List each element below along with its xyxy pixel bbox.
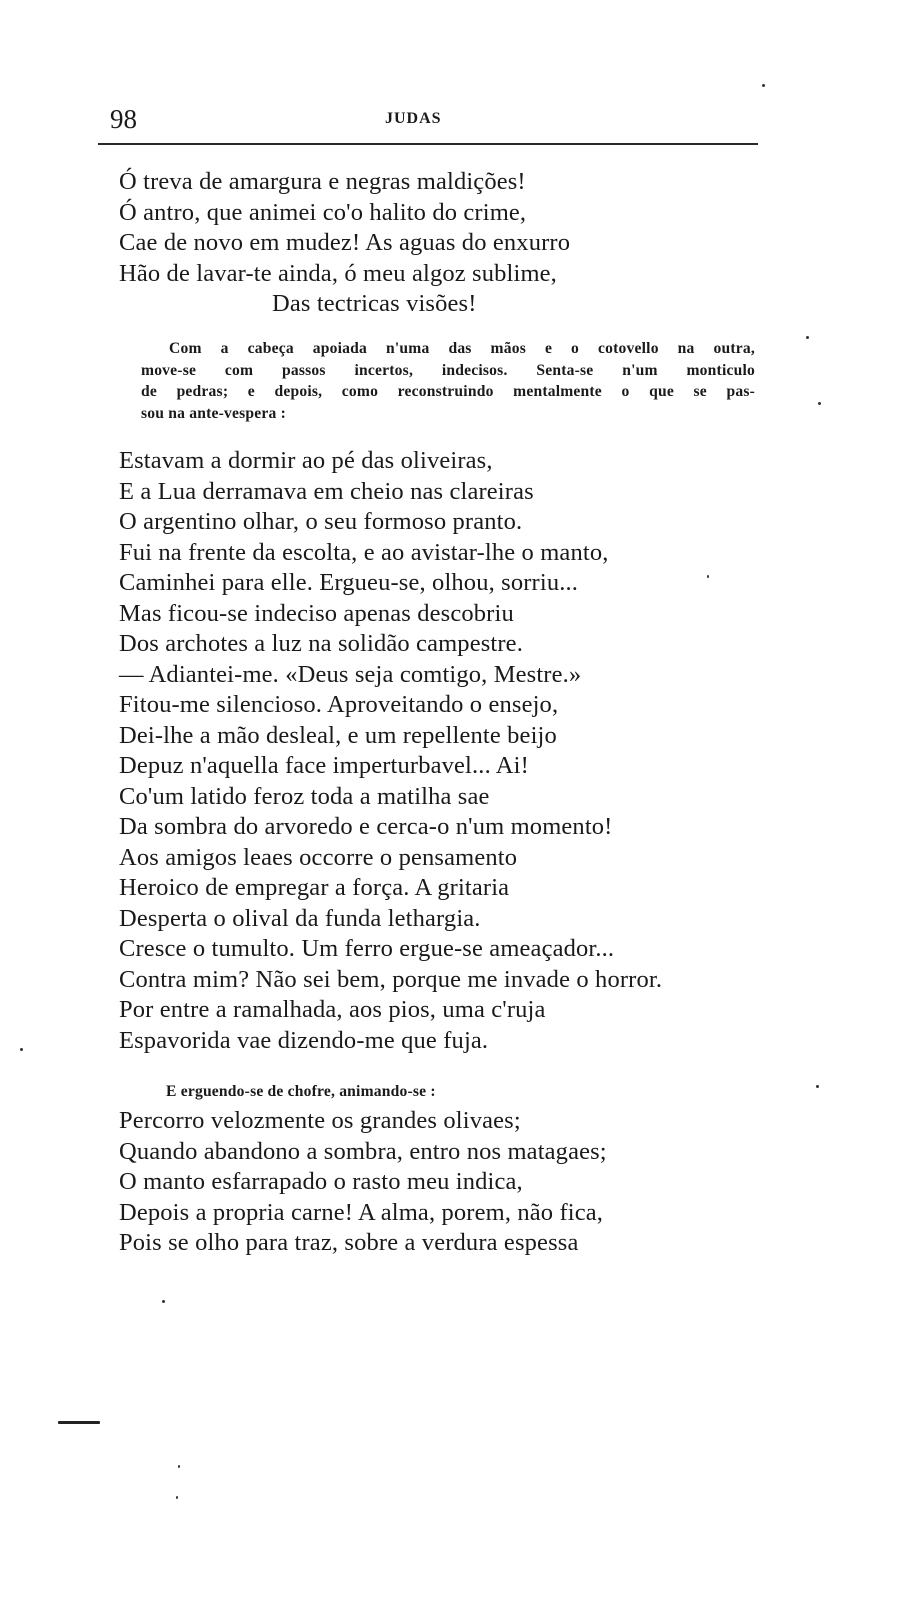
verse-line: — Adiantei-me. «Deus seja comtigo, Mestre.» bbox=[119, 660, 582, 688]
stage-direction-line: Com a cabeça apoiada n'uma das mãos e o cotovello na outra, bbox=[169, 340, 755, 357]
verse-line: Co'um latido feroz toda a matilha sae bbox=[119, 782, 490, 810]
verse-line: Ó antro, que animei co'o halito do crime, bbox=[119, 198, 527, 226]
scan-speck bbox=[176, 1496, 178, 1499]
scan-speck bbox=[816, 1085, 819, 1088]
verse-line: Contra mim? Não sei bem, porque me invade o horror. bbox=[119, 965, 663, 993]
verse-line-indented: Das tectricas visões! bbox=[272, 290, 477, 317]
running-title: JUDAS bbox=[385, 110, 442, 127]
verse-line: Espavorida vae dizendo-me que fuja. bbox=[119, 1026, 489, 1054]
verse-line: Quando abandono a sombra, entro nos matagaes; bbox=[119, 1137, 607, 1165]
stage-direction-2: E erguendo-se de chofre, animando-se : bbox=[166, 1083, 436, 1100]
verse-line: Cae de novo em mudez! As aguas do enxurro bbox=[119, 229, 571, 256]
verse-line: Ó treva de amargura e negras maldições! bbox=[119, 168, 526, 195]
verse-line: O argentino olhar, o seu formoso pranto. bbox=[119, 508, 523, 535]
verse-line: Cresce o tumulto. Um ferro ergue-se ameaçador... bbox=[119, 935, 615, 962]
verse-line: Da sombra do arvoredo e cerca-o n'um momento! bbox=[119, 813, 613, 840]
verse-line: Dos archotes a luz na solidão campestre. bbox=[119, 630, 523, 657]
verse-line: Fitou-me silencioso. Aproveitando o ensejo, bbox=[119, 691, 559, 718]
verse-line: O manto esfarrapado o rasto meu indica, bbox=[119, 1168, 523, 1195]
scan-speck bbox=[707, 575, 709, 578]
stanza-3 bbox=[119, 1106, 607, 1259]
scan-speck bbox=[762, 84, 765, 87]
verse-line: Heroico de empregar a força. A gritaria bbox=[119, 874, 510, 901]
verse-line: Depuz n'aquella face imperturbavel... Ai! bbox=[119, 752, 529, 779]
stanza-1 bbox=[119, 167, 570, 320]
page-number: 98 bbox=[110, 104, 137, 134]
scan-speck bbox=[162, 1300, 165, 1303]
verse-line: Mas ficou-se indeciso apenas descobriu bbox=[119, 599, 514, 627]
scan-speck bbox=[818, 402, 821, 405]
verse-line: Depois a propria carne! A alma, porem, não fica, bbox=[119, 1198, 604, 1226]
scan-speck bbox=[178, 1465, 180, 1468]
stage-direction-line: de pedras; e depois, como reconstruindo mentalmente o que se pas- bbox=[141, 383, 755, 400]
verse-line: E a Lua derramava em cheio nas clareiras bbox=[119, 477, 534, 505]
verse-line: Aos amigos leaes occorre o pensamento bbox=[119, 843, 518, 871]
verse-line: Desperta o olival da funda lethargia. bbox=[119, 904, 481, 932]
verse-line: Caminhei para elle. Ergueu-se, olhou, sorriu... bbox=[119, 569, 579, 596]
scan-speck bbox=[20, 1048, 23, 1051]
stanza-2 bbox=[119, 446, 662, 1056]
verse-line: Estavam a dormir ao pé das oliveiras, bbox=[119, 447, 493, 474]
verse-line: Por entre a ramalhada, aos pios, uma c'ruja bbox=[119, 996, 546, 1023]
verse-line: Dei-lhe a mão desleal, e um repellente beijo bbox=[119, 721, 557, 749]
stage-direction-line: move-se com passos incertos, indecisos. Senta-se n'um monticulo bbox=[141, 361, 755, 379]
scan-speck bbox=[806, 336, 809, 339]
stage-direction-line: sou na ante-vespera : bbox=[141, 404, 286, 422]
verse-line: Hão de lavar-te ainda, ó meu algoz sublime, bbox=[119, 259, 557, 287]
header-rule bbox=[98, 143, 758, 145]
verse-line: Fui na frente da escolta, e ao avistar-lhe o manto, bbox=[119, 538, 609, 566]
verse-line: Percorro velozmente os grandes olivaes; bbox=[119, 1107, 521, 1134]
margin-mark bbox=[58, 1421, 100, 1424]
verse-line: Pois se olho para traz, sobre a verdura espessa bbox=[119, 1229, 579, 1256]
stage-direction-1 bbox=[141, 338, 755, 424]
